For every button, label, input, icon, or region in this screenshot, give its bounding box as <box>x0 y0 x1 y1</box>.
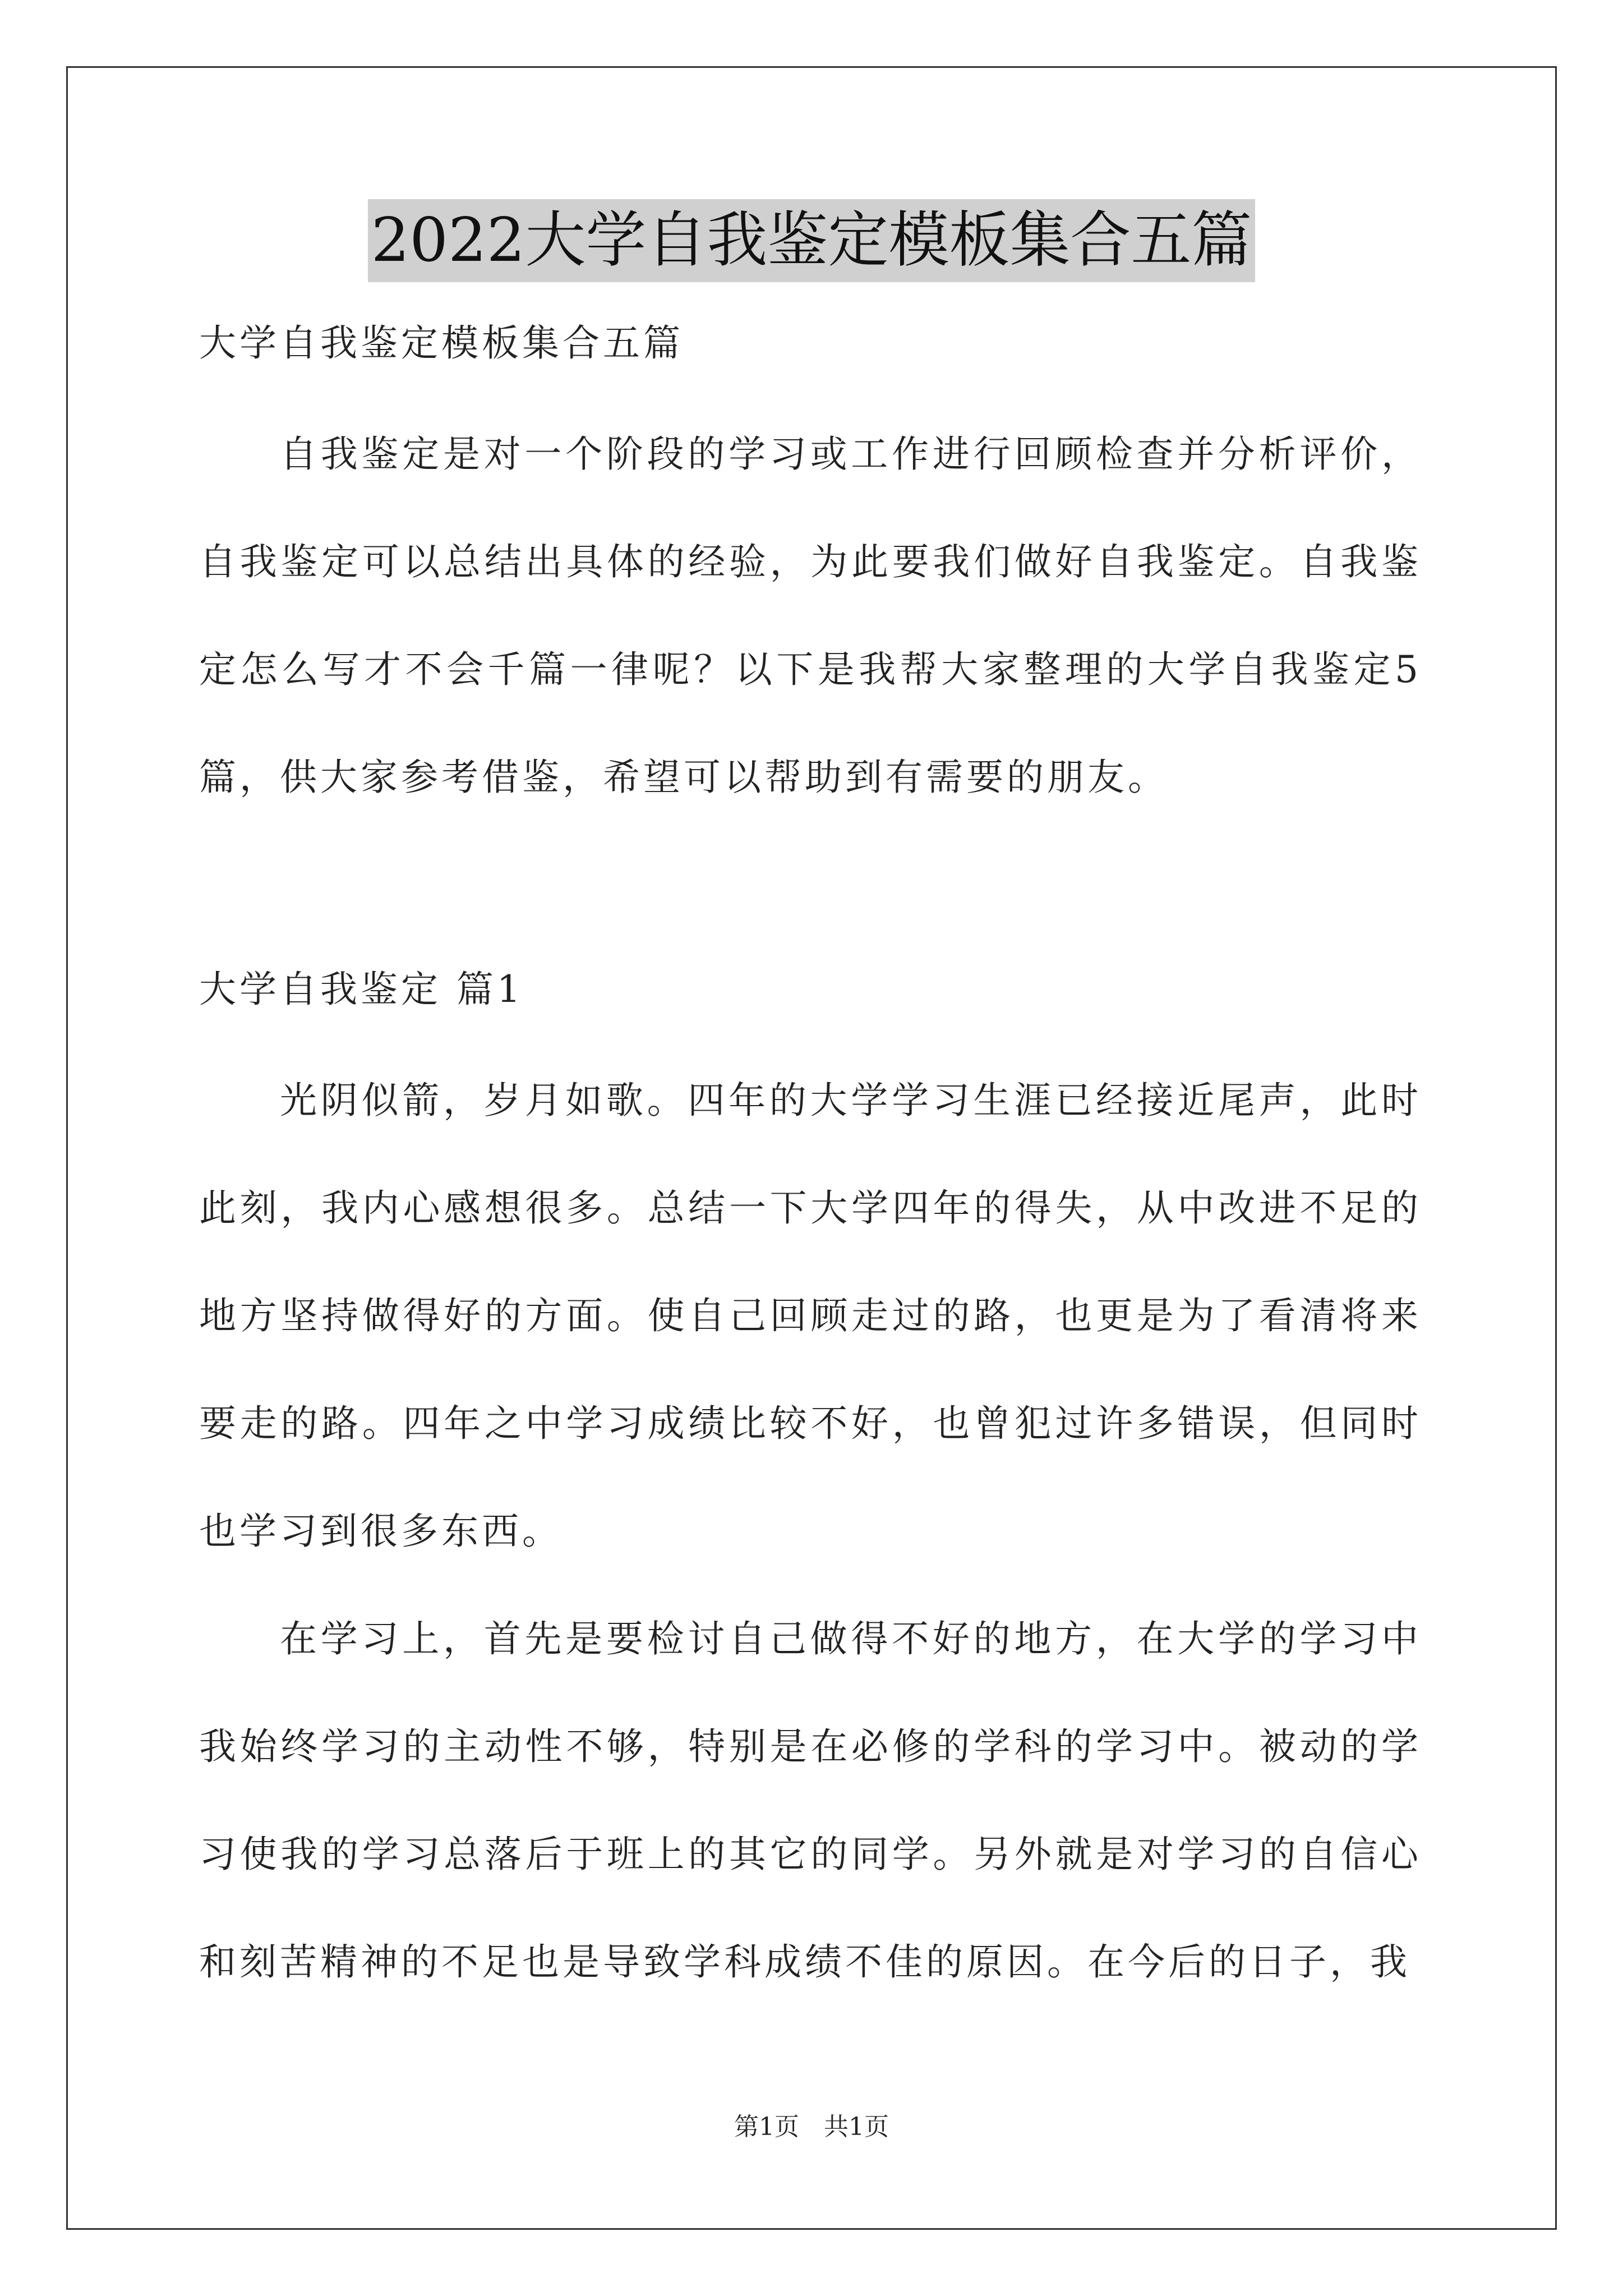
page-footer: 第1页 共1页 <box>734 2113 889 2141</box>
section1-paragraph-1: 光阴似箭，岁月如歌。四年的大学学习生涯已经接近尾声，此时此刻，我内心感想很多。总结一下大学四年的得失，从中改进不足的地方坚持做得好的方面。使自己回顾走过的路，也更是为了看清将来要走的路。四年之中学习成绩比较不好，也曾犯过许多错误，但同时也学习到很多东西。 <box>199 1079 1422 1553</box>
spacer <box>199 1030 1422 1047</box>
intro-paragraph: 自我鉴定是对一个阶段的学习或工作进行回顾检查并分析评价，自我鉴定可以总结出具体的经验，为此要我们做好自我鉴定。自我鉴定怎么写才不会千篇一律呢？以下是我帮大家整理的大学自我鉴定5篇，供大家参考借鉴，希望可以帮助到有需要的朋友。 <box>199 432 1422 799</box>
title-container <box>0 199 1623 282</box>
document-subtitle: 大学自我鉴定模板集合五篇 <box>199 321 684 365</box>
section-heading: 大学自我鉴定 篇1 <box>199 968 524 1011</box>
spacer <box>199 831 1422 949</box>
document-body <box>199 303 1422 2016</box>
document-title: 2022大学自我鉴定模板集合五篇 <box>368 199 1256 282</box>
spacer <box>199 384 1422 401</box>
section1-paragraph-2: 在学习上，首先是要检讨自己做得不好的地方，在大学的学习中我始终学习的主动性不够，特别是在必修的学科的学习中。被动的学习使我的学习总落后于班上的其它的同学。另外就是对学习的自信心和刻苦精神的不足也是导致学科成绩不佳的原因。在今后的日子，我 <box>199 1617 1422 1984</box>
